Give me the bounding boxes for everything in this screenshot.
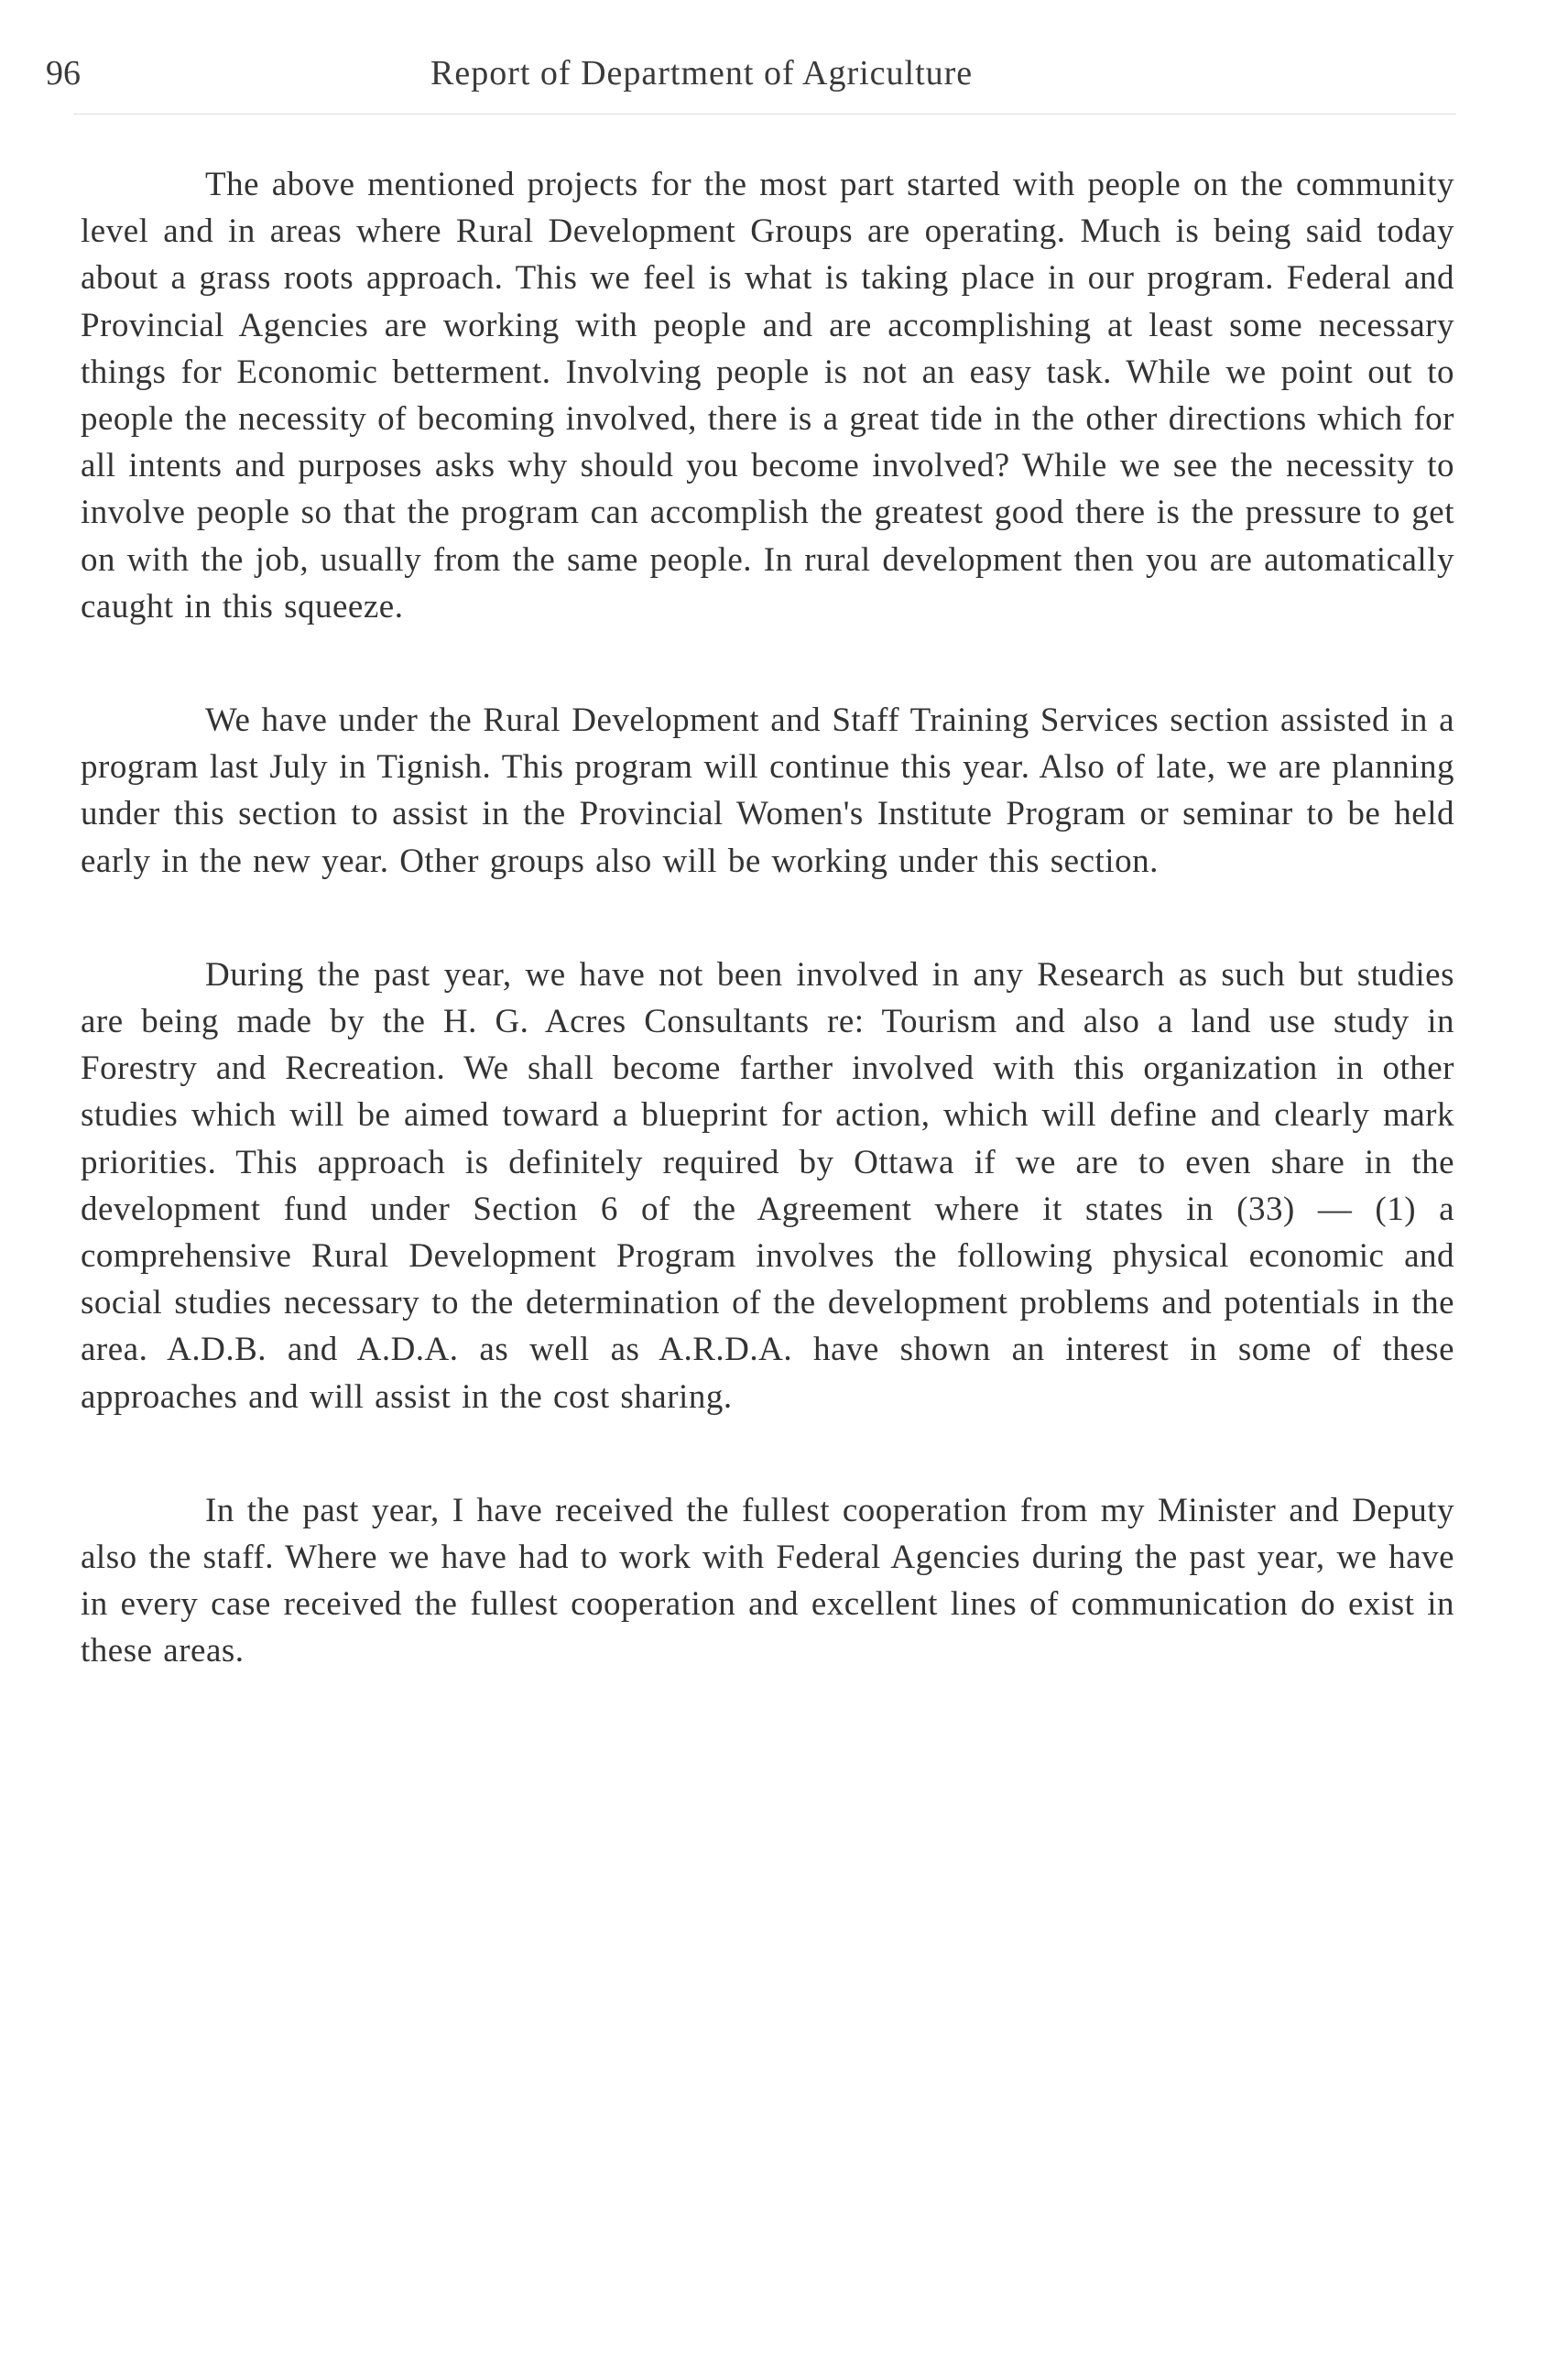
paragraph-3: During the past year, we have not been involved in any Research as such but studies are being made by the H. G. Acres Consultants re: Tourism and also a land use study in Forestry and Recreation. We shall become farther involved with this organization in other studies which will be aimed toward a blueprint for action, which will define and clearly mark priorities. This approach is definitely required by Ottawa if we are to even share in the development fund under Section 6 of the Agreement where it states in (33) — (1) a comprehensive Rural Development Program involves the following physical economic and social studies necessary to the determination of the development problems and potentials in the area. A.D.B. and A.D.A. as well as A.R.D.A. have shown an interest in some of these approaches and will assist in the cost sharing. [81, 955, 1454, 1416]
body-text [81, 161, 1454, 1675]
paragraph-1: The above mentioned projects for the most part started with people on the community level and in areas where Rural Development Groups are operating. Much is being said today about a grass roots approach. This we feel is what is taking place in our program. Federal and Provincial Agencies are working with people and are accomplishing at least some necessary things for Economic betterment. Involving people is not an easy task. While we point out to people the necessity of becoming involved, there is a great tide in the other directions which for all intents and purposes asks why should you become involved? While we see the necessity to involve people so that the program can accomplish the greatest good there is the pressure to get on with the job, usually from the same people. In rural development then you are automatically caught in this squeeze. [81, 166, 1454, 625]
paragraph-4: In the past year, I have received the fullest cooperation from my Minister and Deputy also the staff. Where we have had to work with Federal Agencies during the past year, we have in every case received the fullest cooperation and excellent lines of communication do exist in these areas. [81, 1491, 1454, 1670]
running-header [46, 53, 1456, 104]
page-number: 96 [46, 54, 81, 92]
running-title: Report of Department of Agriculture [430, 54, 974, 92]
paragraph-2: We have under the Rural Development and Staff Training Services section assisted in a program last July in Tignish. This program will continue this year. Also of late, we are planning under this section to assist in the Provincial Women's Institute Program or seminar to be held early in the new year. Other groups also will be working under this section. [81, 702, 1454, 880]
